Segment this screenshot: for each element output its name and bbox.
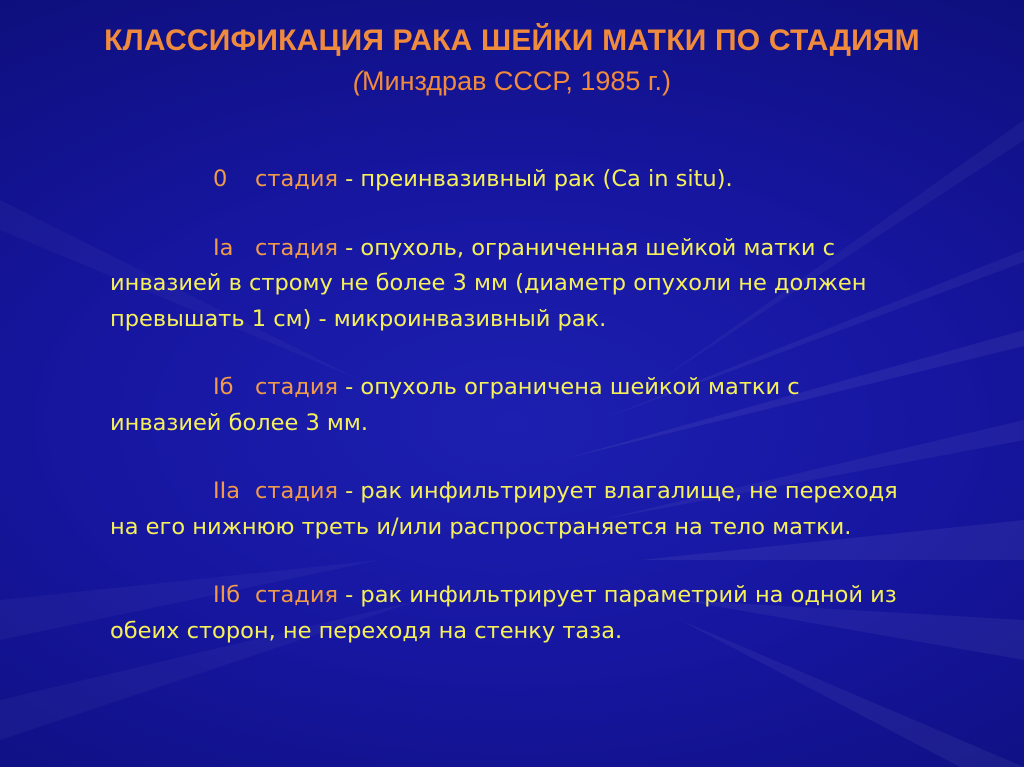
stage-word: стадия bbox=[255, 234, 338, 261]
stage-description: опухоль ограничена шейкой матки с инвазией более 3 мм. bbox=[110, 374, 800, 436]
stage-code: Iб bbox=[213, 374, 234, 400]
stage-item bbox=[110, 370, 910, 441]
slide-subtitle bbox=[0, 66, 1024, 97]
stage-separator: - bbox=[337, 582, 361, 608]
stage-separator: - bbox=[337, 374, 361, 400]
subtitle-close-paren: ) bbox=[661, 66, 671, 96]
stage-item bbox=[110, 162, 910, 198]
stage-item bbox=[110, 474, 910, 545]
stage-code: IIa bbox=[213, 478, 241, 504]
stage-item bbox=[110, 231, 910, 338]
stage-word: стадия bbox=[255, 374, 338, 400]
stage-item bbox=[110, 578, 910, 649]
stage-code: IIб bbox=[213, 582, 241, 608]
subtitle-text: Минздрав СССР, 1985 г. bbox=[362, 66, 662, 96]
stage-description: преинвазивный рак (Ca in situ). bbox=[360, 166, 733, 192]
stage-word: стадия bbox=[255, 582, 338, 608]
stage-description: рак инфильтрирует параметрий на одной из обеих сторон, не переходя на стенку таза. bbox=[110, 582, 897, 644]
stage-separator: - bbox=[337, 234, 361, 261]
stage-description: опухоль, ограниченная шейкой матки с инвазией в строму не более 3 мм (диаметр опухоли не должен превышать 1 см) - микроинвазивный рак. bbox=[110, 234, 867, 332]
stage-code: 0 bbox=[213, 166, 228, 192]
slide-title: КЛАССИФИКАЦИЯ РАКА ШЕЙКИ МАТКИ ПО СТАДИЯМ bbox=[104, 24, 920, 57]
subtitle-open-paren: ( bbox=[353, 66, 363, 96]
stage-description: рак инфильтрирует влагалище, не переходя на его нижнюю треть и/или распространяется на тело матки. bbox=[110, 478, 898, 540]
stage-word: стадия bbox=[255, 166, 338, 192]
stage-separator: - bbox=[337, 166, 361, 192]
stage-separator: - bbox=[337, 478, 361, 504]
stage-list bbox=[110, 162, 910, 682]
stage-word: стадия bbox=[255, 478, 338, 504]
stage-code: Ia bbox=[213, 234, 234, 261]
